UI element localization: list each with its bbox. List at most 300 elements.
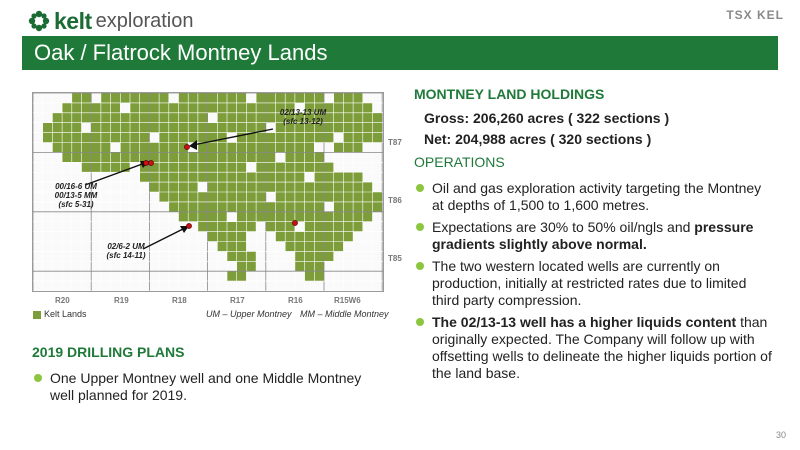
land-parcel xyxy=(198,103,208,113)
land-parcel xyxy=(227,202,237,212)
land-parcel xyxy=(179,113,189,123)
land-parcel xyxy=(140,93,150,103)
well-label-top: 02/13-13 UM (sfc 13-12) xyxy=(279,108,327,126)
land-parcel xyxy=(246,202,256,212)
land-parcel xyxy=(334,93,344,103)
land-parcel xyxy=(159,172,169,182)
land-parcel xyxy=(314,162,324,172)
land-parcel xyxy=(62,113,72,123)
land-parcel xyxy=(52,133,62,143)
land-parcel xyxy=(217,222,227,232)
title-bar xyxy=(22,36,778,70)
land-parcel xyxy=(227,192,237,202)
land-parcel xyxy=(82,162,92,172)
land-parcel xyxy=(208,103,218,113)
land-parcel xyxy=(217,152,227,162)
land-parcel xyxy=(217,232,227,242)
land-parcel xyxy=(91,113,101,123)
land-parcel xyxy=(130,113,140,123)
land-parcel xyxy=(82,93,92,103)
land-parcel xyxy=(82,152,92,162)
land-parcel xyxy=(343,212,353,222)
land-parcel xyxy=(217,172,227,182)
land-parcel xyxy=(72,103,82,113)
land-parcel xyxy=(227,182,237,192)
land-parcel xyxy=(314,271,324,281)
land-parcel xyxy=(256,182,266,192)
land-parcel xyxy=(237,143,247,153)
land-parcel xyxy=(208,212,218,222)
land-parcel xyxy=(343,192,353,202)
holdings-heading: MONTNEY LAND HOLDINGS xyxy=(414,86,605,102)
township-label: T87 xyxy=(388,138,402,147)
land-parcel xyxy=(276,222,286,232)
land-parcel xyxy=(305,271,315,281)
land-parcel xyxy=(227,93,237,103)
land-parcel xyxy=(314,242,324,252)
land-parcel xyxy=(343,172,353,182)
land-parcel xyxy=(237,222,247,232)
land-parcel xyxy=(334,143,344,153)
well-marker xyxy=(186,223,191,228)
land-parcel xyxy=(246,123,256,133)
land-parcel xyxy=(305,242,315,252)
land-parcel xyxy=(217,162,227,172)
land-parcel xyxy=(179,152,189,162)
land-parcel xyxy=(72,143,82,153)
land-parcel xyxy=(140,143,150,153)
land-parcel xyxy=(343,113,353,123)
land-parcel xyxy=(324,232,334,242)
bullet-icon xyxy=(34,374,42,382)
land-parcel xyxy=(169,162,179,172)
range-label: R16 xyxy=(288,296,303,305)
land-parcel xyxy=(324,242,334,252)
well-label-bottom: 02/6-2 UM (sfc 14-11) xyxy=(106,242,146,260)
company-logo xyxy=(28,8,193,34)
land-parcel xyxy=(91,162,101,172)
land-parcel xyxy=(198,212,208,222)
land-parcel xyxy=(237,103,247,113)
bullet-icon xyxy=(416,184,424,192)
land-parcel xyxy=(227,232,237,242)
land-parcel xyxy=(237,242,247,252)
land-parcel xyxy=(179,103,189,113)
land-parcel xyxy=(130,103,140,113)
land-parcel xyxy=(237,232,247,242)
land-parcel xyxy=(256,202,266,212)
land-parcel xyxy=(101,152,111,162)
land-parcel xyxy=(334,182,344,192)
land-parcel xyxy=(237,182,247,192)
land-parcel xyxy=(111,152,121,162)
land-parcel xyxy=(237,261,247,271)
land-parcel xyxy=(363,182,373,192)
land-parcel xyxy=(305,192,315,202)
land-parcel xyxy=(198,133,208,143)
land-parcel xyxy=(208,152,218,162)
land-parcel xyxy=(324,172,334,182)
land-parcel xyxy=(246,152,256,162)
land-parcel xyxy=(43,123,53,133)
land-parcel xyxy=(227,123,237,133)
land-parcel xyxy=(353,222,363,232)
land-parcel xyxy=(208,123,218,133)
land-parcel xyxy=(285,232,295,242)
land-parcel xyxy=(334,242,344,252)
land-parcel xyxy=(159,133,169,143)
land-parcel xyxy=(101,143,111,153)
land-parcel xyxy=(305,162,315,172)
land-parcel xyxy=(198,93,208,103)
land-parcel xyxy=(295,162,305,172)
land-parcel xyxy=(169,133,179,143)
land-parcel xyxy=(343,202,353,212)
land-parcel xyxy=(295,242,305,252)
township-label: T85 xyxy=(388,254,402,263)
land-parcel xyxy=(343,103,353,113)
land-parcel xyxy=(149,93,159,103)
land-parcel xyxy=(188,202,198,212)
land-parcel xyxy=(314,192,324,202)
land-parcel xyxy=(159,93,169,103)
land-parcel xyxy=(295,93,305,103)
land-parcel xyxy=(91,103,101,113)
logo-brand: kelt xyxy=(54,7,92,34)
land-parcel xyxy=(237,251,247,261)
land-parcel xyxy=(295,251,305,261)
land-parcel xyxy=(237,212,247,222)
land-parcel xyxy=(266,162,276,172)
land-parcel xyxy=(91,123,101,133)
land-parcel xyxy=(149,172,159,182)
land-parcel xyxy=(353,133,363,143)
land-parcel xyxy=(149,113,159,123)
land-parcel xyxy=(140,103,150,113)
land-parcel xyxy=(285,133,295,143)
land-parcel xyxy=(101,162,111,172)
land-parcel xyxy=(198,192,208,202)
land-parcel xyxy=(130,133,140,143)
land-parcel xyxy=(188,123,198,133)
land-parcel xyxy=(111,133,121,143)
land-parcel xyxy=(266,172,276,182)
land-parcel xyxy=(266,152,276,162)
land-parcel xyxy=(256,172,266,182)
land-parcel xyxy=(227,162,237,172)
land-parcel xyxy=(188,182,198,192)
land-parcel xyxy=(149,143,159,153)
land-parcel xyxy=(266,202,276,212)
land-parcel xyxy=(208,162,218,172)
land-parcel xyxy=(217,192,227,202)
ticker-symbol: TSX KEL xyxy=(726,8,784,22)
land-parcel xyxy=(343,232,353,242)
land-parcel xyxy=(363,113,373,123)
land-parcel xyxy=(285,212,295,222)
land-parcel xyxy=(237,271,247,281)
land-parcel xyxy=(188,113,198,123)
land-parcel xyxy=(353,93,363,103)
land-parcel xyxy=(217,123,227,133)
land-parcel xyxy=(179,202,189,212)
land-parcel xyxy=(256,192,266,202)
land-parcel xyxy=(353,202,363,212)
land-parcel xyxy=(256,113,266,123)
land-parcel xyxy=(62,123,72,133)
bullet-icon xyxy=(416,262,424,270)
land-parcel xyxy=(188,162,198,172)
land-parcel xyxy=(179,192,189,202)
land-parcel xyxy=(227,103,237,113)
land-parcel xyxy=(120,93,130,103)
legend-kelt-lands: Kelt Lands xyxy=(44,309,87,319)
land-parcel xyxy=(353,212,363,222)
land-parcel xyxy=(179,93,189,103)
land-parcel xyxy=(188,212,198,222)
well-marker xyxy=(143,160,148,165)
land-parcel xyxy=(314,202,324,212)
land-parcel xyxy=(343,133,353,143)
land-parcel xyxy=(101,113,111,123)
land-parcel xyxy=(314,251,324,261)
land-parcel xyxy=(227,113,237,123)
land-parcel xyxy=(246,103,256,113)
land-parcel xyxy=(217,93,227,103)
land-parcel xyxy=(217,242,227,252)
well-marker xyxy=(184,144,189,149)
list-item: Oil and gas exploration activity targeting the Montney at depths of 1,500 to 1,600 metres. xyxy=(414,180,776,214)
land-parcel xyxy=(208,93,218,103)
land-parcel xyxy=(295,143,305,153)
land-parcel xyxy=(227,143,237,153)
list-item: One Upper Montney well and one Middle Montney well planned for 2019. xyxy=(32,370,362,404)
land-parcel xyxy=(120,113,130,123)
land-parcel xyxy=(140,123,150,133)
land-parcel xyxy=(363,212,373,222)
range-label: R15W6 xyxy=(334,296,361,305)
land-parcel xyxy=(314,152,324,162)
land-parcel xyxy=(82,143,92,153)
land-parcel xyxy=(159,162,169,172)
range-label: R17 xyxy=(230,296,245,305)
land-parcel xyxy=(111,113,121,123)
legend-swatch xyxy=(33,311,41,319)
land-parcel xyxy=(305,182,315,192)
land-parcel xyxy=(305,212,315,222)
land-parcel xyxy=(227,242,237,252)
land-parcel xyxy=(324,222,334,232)
land-parcel xyxy=(169,172,179,182)
land-parcel xyxy=(43,133,53,143)
land-parcel xyxy=(227,222,237,232)
land-parcel xyxy=(111,93,121,103)
land-parcel xyxy=(91,143,101,153)
land-parcel xyxy=(169,192,179,202)
land-parcel xyxy=(276,202,286,212)
land-parcel xyxy=(169,123,179,133)
land-parcel xyxy=(276,143,286,153)
land-parcel xyxy=(111,103,121,113)
land-parcel xyxy=(305,222,315,232)
logo-subtitle: exploration xyxy=(95,9,194,32)
land-parcel xyxy=(62,152,72,162)
land-parcel xyxy=(169,113,179,123)
land-parcel xyxy=(256,103,266,113)
range-label: R18 xyxy=(172,296,187,305)
operations-heading: OPERATIONS xyxy=(414,154,505,170)
land-parcel xyxy=(295,232,305,242)
land-parcel xyxy=(140,133,150,143)
land-parcel xyxy=(266,182,276,192)
land-parcel xyxy=(149,182,159,192)
land-parcel xyxy=(305,202,315,212)
land-parcel xyxy=(91,152,101,162)
land-parcel xyxy=(208,143,218,153)
land-parcel xyxy=(120,152,130,162)
land-parcel xyxy=(266,93,276,103)
land-parcel xyxy=(208,172,218,182)
bullet-icon xyxy=(416,223,424,231)
land-parcel xyxy=(52,143,62,153)
land-parcel xyxy=(169,143,179,153)
land-parcel xyxy=(237,113,247,123)
land-parcel xyxy=(295,133,305,143)
legend-um-note: UM – Upper Montney xyxy=(206,309,292,319)
land-parcel xyxy=(324,251,334,261)
kelt-leaf-icon xyxy=(28,10,50,32)
land-parcel xyxy=(179,133,189,143)
land-parcel xyxy=(246,182,256,192)
land-parcel xyxy=(276,172,286,182)
range-label: R20 xyxy=(55,296,70,305)
land-parcel xyxy=(198,172,208,182)
land-parcel xyxy=(82,113,92,123)
land-parcel xyxy=(295,261,305,271)
land-parcel xyxy=(111,123,121,133)
bullet-icon xyxy=(416,318,424,326)
land-parcel xyxy=(208,222,218,232)
land-parcel xyxy=(305,232,315,242)
land-parcel xyxy=(314,172,324,182)
land-parcel xyxy=(256,152,266,162)
land-parcel xyxy=(101,103,111,113)
land-parcel xyxy=(334,232,344,242)
land-parcel xyxy=(246,143,256,153)
land-parcel xyxy=(159,113,169,123)
land-parcel xyxy=(227,152,237,162)
land-parcel xyxy=(188,192,198,202)
land-parcel xyxy=(101,133,111,143)
land-parcel xyxy=(91,133,101,143)
land-parcel xyxy=(363,103,373,113)
land-parcel xyxy=(266,222,276,232)
land-parcel xyxy=(227,172,237,182)
land-parcel xyxy=(208,182,218,192)
land-parcel xyxy=(188,152,198,162)
land-parcel xyxy=(285,182,295,192)
land-parcel xyxy=(237,152,247,162)
land-parcel xyxy=(285,202,295,212)
land-parcel xyxy=(149,103,159,113)
land-parcel xyxy=(324,133,334,143)
land-parcel xyxy=(246,222,256,232)
land-parcel xyxy=(373,123,383,133)
land-parcel xyxy=(82,103,92,113)
land-parcel xyxy=(353,143,363,153)
land-parcel xyxy=(159,103,169,113)
land-parcel xyxy=(169,103,179,113)
land-parcel xyxy=(353,103,363,113)
land-parcel xyxy=(353,172,363,182)
land-parcel xyxy=(72,152,82,162)
land-parcel xyxy=(324,212,334,222)
land-parcel xyxy=(314,232,324,242)
land-parcel xyxy=(305,251,315,261)
land-parcel xyxy=(314,222,324,232)
land-parcel xyxy=(198,202,208,212)
land-parcel xyxy=(314,133,324,143)
land-parcel xyxy=(198,222,208,232)
land-parcel xyxy=(334,202,344,212)
land-parcel xyxy=(285,162,295,172)
land-parcel xyxy=(256,143,266,153)
land-parcel xyxy=(62,103,72,113)
land-parcel xyxy=(52,113,62,123)
land-parcel xyxy=(295,212,305,222)
land-parcel xyxy=(324,192,334,202)
land-parcel xyxy=(353,182,363,192)
land-parcel xyxy=(72,113,82,123)
land-parcel xyxy=(82,133,92,143)
land-parcel xyxy=(72,93,82,103)
land-parcel xyxy=(276,162,286,172)
land-parcel xyxy=(179,123,189,133)
land-parcel xyxy=(285,93,295,103)
land-parcel xyxy=(179,162,189,172)
land-parcel xyxy=(188,93,198,103)
land-parcel xyxy=(159,192,169,202)
list-item: The 02/13-13 well has a higher liquids content than originally expected. The Company will follow up with offsetting wells to delineate the higher liquids portion of the land base. xyxy=(414,314,776,382)
land-parcel xyxy=(246,113,256,123)
land-parcel xyxy=(314,182,324,192)
land-parcel xyxy=(276,182,286,192)
land-parcel xyxy=(314,261,324,271)
land-parcel xyxy=(217,212,227,222)
land-parcel xyxy=(256,212,266,222)
land-parcel xyxy=(314,212,324,222)
holdings-gross: Gross: 206,260 acres ( 322 sections ) xyxy=(424,110,670,126)
land-parcel xyxy=(62,133,72,143)
land-parcel xyxy=(305,133,315,143)
land-parcel xyxy=(285,152,295,162)
land-parcel xyxy=(373,202,383,212)
land-parcel xyxy=(343,182,353,192)
land-parcel xyxy=(353,192,363,202)
land-parcel xyxy=(62,143,72,153)
land-parcel xyxy=(217,202,227,212)
land-parcel xyxy=(334,222,344,232)
land-parcel xyxy=(334,212,344,222)
land-parcel xyxy=(149,123,159,133)
page-number: 30 xyxy=(775,430,786,440)
land-parcel xyxy=(285,172,295,182)
land-parcel xyxy=(227,271,237,281)
land-parcel xyxy=(266,133,276,143)
land-parcel xyxy=(120,123,130,133)
land-parcel xyxy=(130,143,140,153)
well-label-left: 00/16-6 UM 00/13-5 MM (sfc 5-31) xyxy=(54,182,98,209)
